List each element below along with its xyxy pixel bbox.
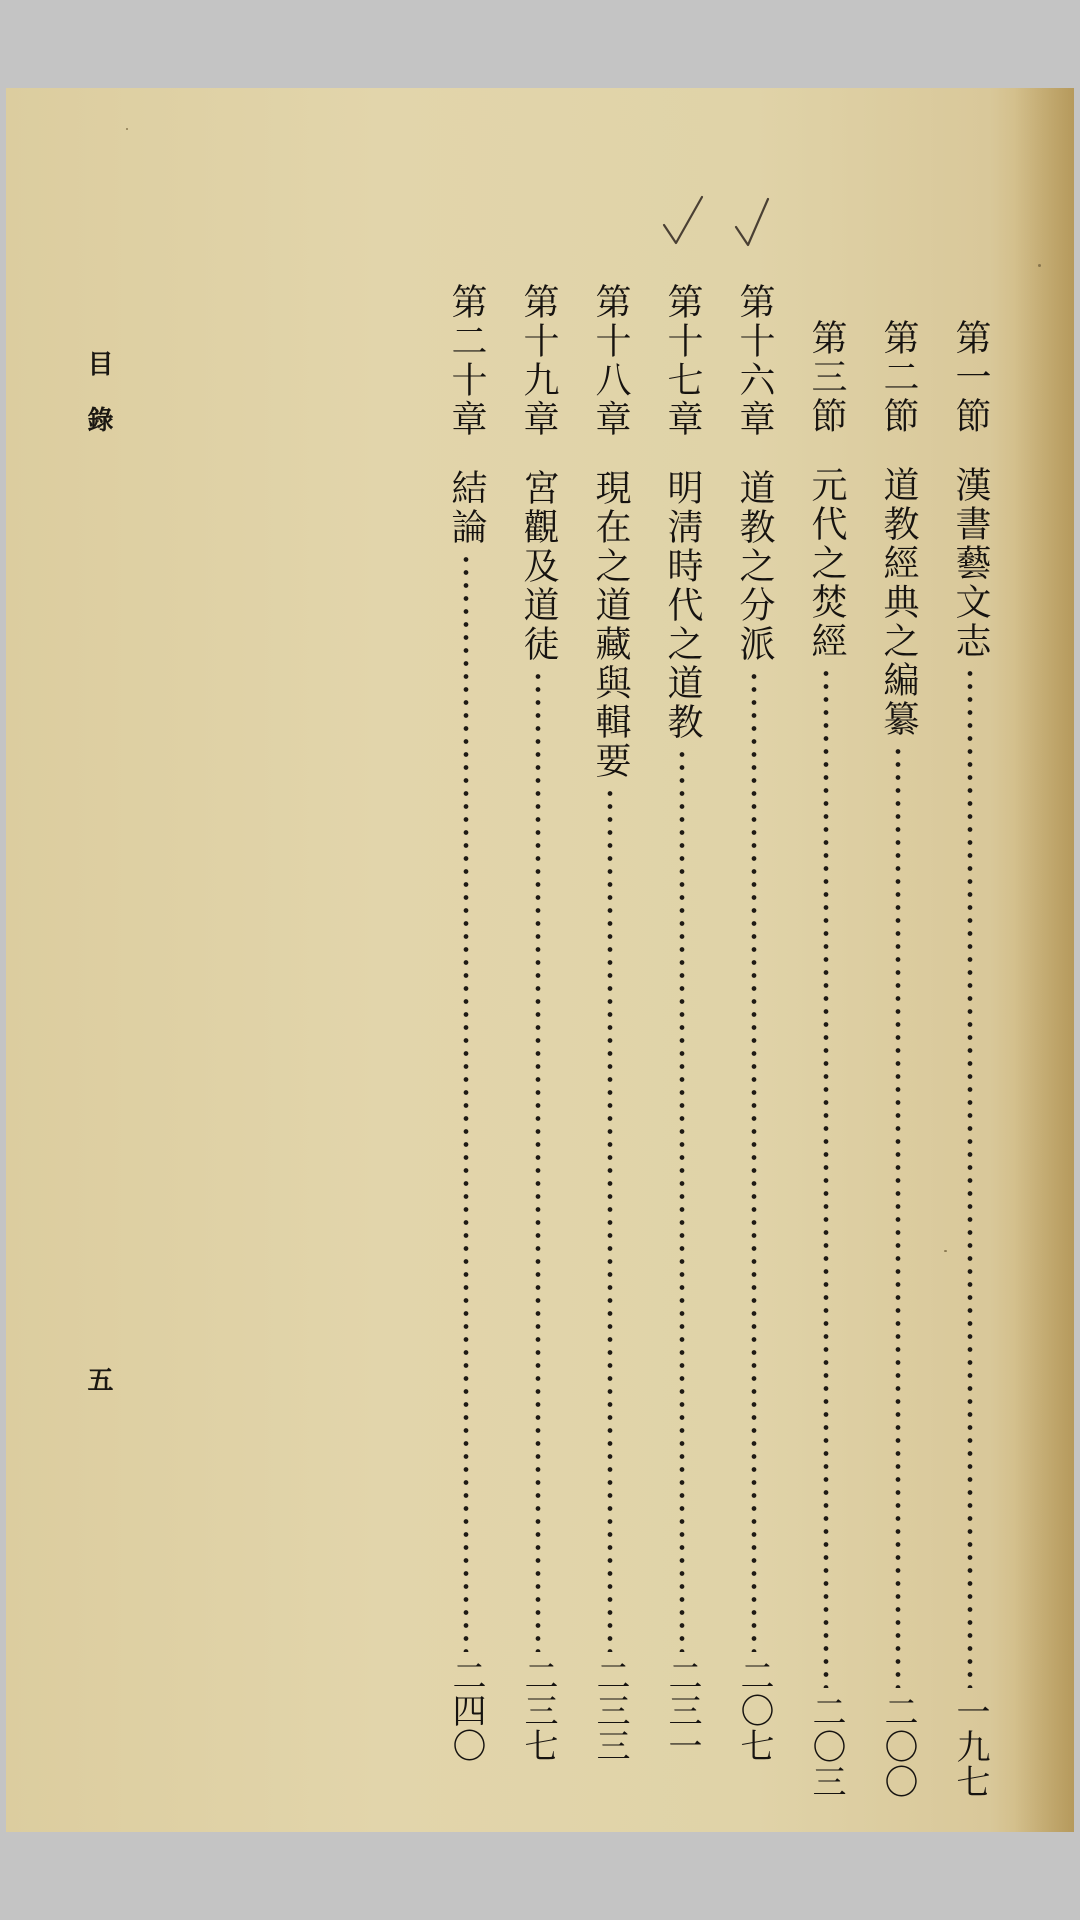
toc-entry [588,283,632,1763]
handwritten-check-mark-icon [728,193,780,251]
paper-speck [126,128,128,130]
leader-dots [751,670,757,1652]
toc-entry [444,283,488,1763]
section-label: 目錄 [83,350,113,462]
toc-entry-title: 現在之道藏與輯要 [590,469,631,781]
toc-entry-page: 一九七 [950,1694,990,1799]
toc-entry [732,283,776,1763]
toc-entry-title: 明淸時代之道教 [662,469,703,742]
toc-entry [660,283,704,1763]
leader-dots [895,745,901,1688]
toc-entry [876,283,920,1799]
toc-entry-page: 二四〇 [446,1658,486,1763]
toc-entry-title: 漢書藝文志 [950,466,991,661]
toc-entry [516,283,560,1763]
toc-entry-number: 第三節 [806,319,847,436]
toc-entry-page: 二〇三 [806,1694,846,1799]
toc-entry-title: 道教之分派 [734,469,775,664]
toc-entry-title: 元代之焚經 [806,466,847,661]
toc-entry-number: 第十九章 [518,283,559,439]
book-page [6,88,1074,1832]
leader-dots [535,670,541,1652]
paper-speck [1038,264,1041,267]
toc-entry-title: 道教經典之編纂 [878,466,919,739]
toc-entry-page: 二〇〇 [878,1694,918,1799]
toc-entry-number: 第二十章 [446,283,487,439]
toc-entry-page: 二〇七 [734,1658,774,1763]
leader-dots [823,667,829,1688]
toc-entry-number: 第二節 [878,319,919,436]
toc-entry-page: 二三七 [518,1658,558,1763]
toc-entry-number: 第十八章 [590,283,631,439]
paper-speck [944,1250,947,1252]
leader-dots [463,553,469,1652]
toc-entry-number: 第十七章 [662,283,703,439]
leader-dots [679,748,685,1652]
toc-entry-page: 二三一 [662,1658,702,1763]
leader-dots [607,787,613,1652]
leader-dots [967,667,973,1688]
toc-entry [804,283,848,1799]
toc-entry [948,283,992,1799]
handwritten-check-mark-icon [658,193,710,251]
toc-entry-number: 第一節 [950,319,991,436]
toc-entry-page: 二三三 [590,1658,630,1763]
toc-entry-title: 宮觀及道徒 [518,469,559,664]
folio-number: 五 [83,1366,113,1422]
toc-entry-title: 結論 [446,469,487,547]
toc-entry-number: 第十六章 [734,283,775,439]
